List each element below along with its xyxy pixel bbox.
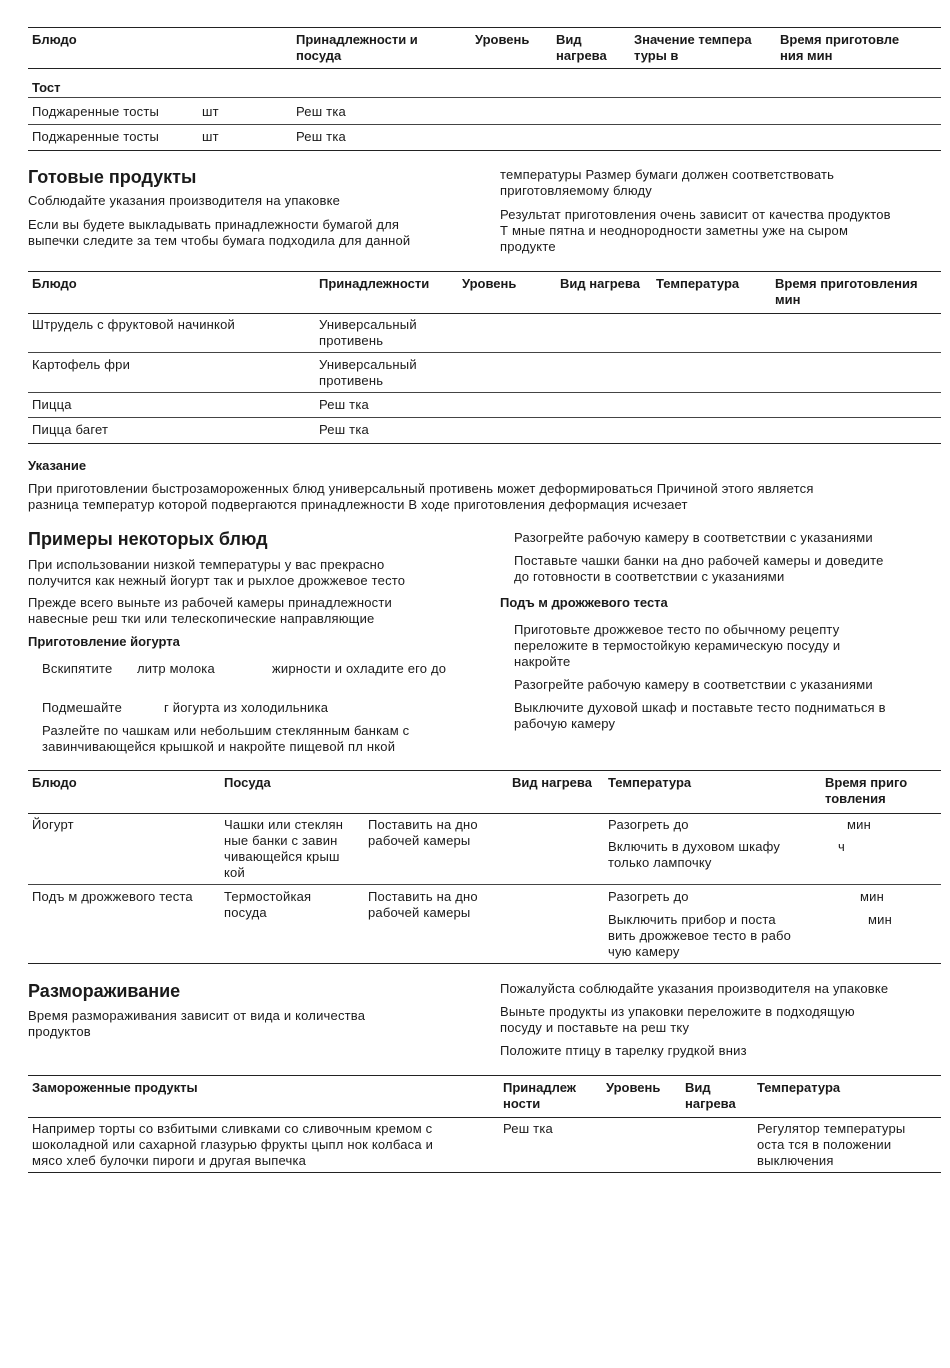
row-rule xyxy=(28,97,941,98)
row-rule xyxy=(28,124,941,125)
column-header-accessories: Принадлеж ности xyxy=(503,1080,576,1111)
cell-dish: Картофель фри xyxy=(32,357,131,372)
step-text: Приготовьте дрожжевое тесто по обычному рецепту переложите в термостойкую керамическую посуду и накройте xyxy=(514,622,841,669)
paragraph: Выньте продукты из упаковки переложите в подходящую посуду и поставьте на реш тку xyxy=(500,1004,855,1035)
step-text: г йогурта из холодильника xyxy=(164,700,329,715)
cell-accessory: Универсальный противень xyxy=(319,317,417,348)
cell-dish: Поджаренные тосты xyxy=(32,129,160,144)
column-header-dish: Блюдо xyxy=(32,775,77,790)
paragraph: При использовании низкой температуры у вас прекрасно получится как нежный йогурт так и рыхлое дрожжевое тесто xyxy=(28,557,406,588)
table-bottom-rule xyxy=(28,1172,941,1173)
cell-placement: Поставить на дно рабочей камеры xyxy=(368,889,478,920)
paragraph: Пожалуйста соблюдайте указания производителя на упаковке xyxy=(500,981,889,996)
cell-placement: Поставить на дно рабочей камеры xyxy=(368,817,478,848)
cell-dish: Пицца xyxy=(32,397,72,412)
column-header-accessories: Принадлежности xyxy=(319,276,430,291)
cell-accessory: Универсальный противень xyxy=(319,357,417,388)
cell-dish: Поджаренные тосты xyxy=(32,104,160,119)
header-rule xyxy=(28,813,941,814)
cell-temperature: Разогреть до xyxy=(608,889,689,904)
cell-dish: Подъ м дрожжевого теста xyxy=(32,889,193,904)
step-text: жирности и охладите его до xyxy=(272,661,447,676)
column-header-food: Замороженные продукты xyxy=(32,1080,198,1095)
cell-time: ч xyxy=(838,839,845,854)
step-text: Подмешайте xyxy=(42,700,122,715)
column-header-level: Уровень xyxy=(606,1080,661,1095)
row-rule xyxy=(28,392,941,393)
cell-accessory: Реш тка xyxy=(296,129,346,144)
step-text: Разогрейте рабочую камеру в соответствии с указаниями xyxy=(514,677,873,692)
column-header-heating: Вид нагрева xyxy=(685,1080,736,1111)
cell-ware: Чашки или стеклян ные банки с завин чивающейся крыш кой xyxy=(224,817,344,880)
section-title: Размораживание xyxy=(28,981,181,1001)
column-header-dish: Блюдо xyxy=(32,276,77,291)
cell-accessory: Реш тка xyxy=(319,422,369,437)
step-text: Разлейте по чашкам или небольшим стеклянным банкам с завинчивающейся крышкой и накройте пищевой пл нкой xyxy=(42,723,410,754)
column-header-accessories: Принадлежности и посуда xyxy=(296,32,418,63)
step-text: литр молока xyxy=(137,661,215,676)
cell-dish: Йогурт xyxy=(32,817,74,832)
section-title: Готовые продукты xyxy=(28,167,197,187)
cell-dish: Пицца багет xyxy=(32,422,109,437)
table-top-rule xyxy=(28,770,941,771)
row-rule xyxy=(28,352,941,353)
cell-temperature: Выключить прибор и поста вить дрожжевое тесто в рабо чую камеру xyxy=(608,912,792,959)
column-header-heating: Вид нагрева xyxy=(556,32,607,63)
paragraph: Прежде всего выньте из рабочей камеры принадлежности навесные реш тки или телескопические направляющие xyxy=(28,595,392,626)
step-text: Вскипятите xyxy=(42,661,113,676)
cell-temperature: Включить в духовом шкафу только лампочку xyxy=(608,839,781,870)
cell-food: Например торты со взбитыми сливками со сливочным кремом с шоколадной или сахарной глазурью фрукты цыпл нок колбаса и мясо хлеб булочки пироги и другая выпечка xyxy=(32,1121,434,1168)
row-rule xyxy=(28,884,941,885)
column-header-temperature: Температура xyxy=(757,1080,841,1095)
cell-ware: Термостойкая посуда xyxy=(224,889,312,920)
cell-unit: шт xyxy=(202,129,219,144)
note-title: Указание xyxy=(28,458,87,473)
cell-temperature: Регулятор температуры оста тся в положении выключения xyxy=(757,1121,906,1168)
column-header-level: Уровень xyxy=(475,32,530,47)
cell-time: мин xyxy=(860,889,884,904)
column-header-heating: Вид нагрева xyxy=(512,775,592,790)
cell-accessory: Реш тка xyxy=(319,397,369,412)
cell-accessory: Реш тка xyxy=(296,104,346,119)
paragraph: Если вы будете выкладывать принадлежности бумагой для выпечки следите за тем чтобы бумага подходила для данной xyxy=(28,217,411,248)
step-text: Выключите духовой шкаф и поставьте тесто подниматься в рабочую камеру xyxy=(514,700,886,731)
paragraph: Соблюдайте указания производителя на упаковке xyxy=(28,193,341,208)
table-bottom-rule xyxy=(28,963,941,964)
column-header-time: Время приготовле ния мин xyxy=(780,32,900,63)
column-header-temperature: Температура xyxy=(608,775,692,790)
header-rule xyxy=(28,68,941,69)
section-title: Примеры некоторых блюд xyxy=(28,529,268,549)
cell-accessory: Реш тка xyxy=(503,1121,553,1136)
table-top-rule xyxy=(28,271,941,272)
table-bottom-rule xyxy=(28,443,941,444)
group-label: Тост xyxy=(32,80,61,95)
column-header-temperature: Температура xyxy=(656,276,740,291)
cell-time: мин xyxy=(847,817,871,832)
column-header-time: Время приго товления xyxy=(825,775,908,806)
note-text: При приготовлении быстрозамороженных блюд универсальный противень может деформироваться Причиной этого является разница температур которой подвергаются принадлежности В ходе приготовления деформация исчезает xyxy=(28,481,814,512)
cell-temperature: Разогреть до xyxy=(608,817,689,832)
table-top-rule xyxy=(28,1075,941,1076)
paragraph: Положите птицу в тарелку грудкой вниз xyxy=(500,1043,747,1058)
table-bottom-rule xyxy=(28,150,941,151)
step-text: Поставьте чашки банки на дно рабочей камеры и доведите до готовности в соответствии с указаниями xyxy=(514,553,884,584)
column-header-level: Уровень xyxy=(462,276,517,291)
column-header-time: Время приготовления мин xyxy=(775,276,918,307)
step-text: Разогрейте рабочую камеру в соответствии с указаниями xyxy=(514,530,873,545)
cell-time: мин xyxy=(868,912,892,927)
paragraph: температуры Размер бумаги должен соответствовать приготовляемому блюду xyxy=(500,167,835,198)
paragraph: Результат приготовления очень зависит от качества продуктов Т мные пятна и неоднородности заметны уже на сыром продукте xyxy=(500,207,891,254)
subsection-title: Приготовление йогурта xyxy=(28,634,180,649)
row-rule xyxy=(28,417,941,418)
column-header-dish: Блюдо xyxy=(32,32,77,47)
subsection-title: Подъ м дрожжевого теста xyxy=(500,595,668,610)
column-header-temperature: Значение темпера туры в xyxy=(634,32,752,63)
cell-dish: Штрудель с фруктовой начинкой xyxy=(32,317,235,332)
column-header-heating: Вид нагрева xyxy=(560,276,640,291)
column-header-ware: Посуда xyxy=(224,775,271,790)
cell-unit: шт xyxy=(202,104,219,119)
header-rule xyxy=(28,313,941,314)
paragraph: Время размораживания зависит от вида и количества продуктов xyxy=(28,1008,366,1039)
table-top-rule xyxy=(28,27,941,28)
header-rule xyxy=(28,1117,941,1118)
